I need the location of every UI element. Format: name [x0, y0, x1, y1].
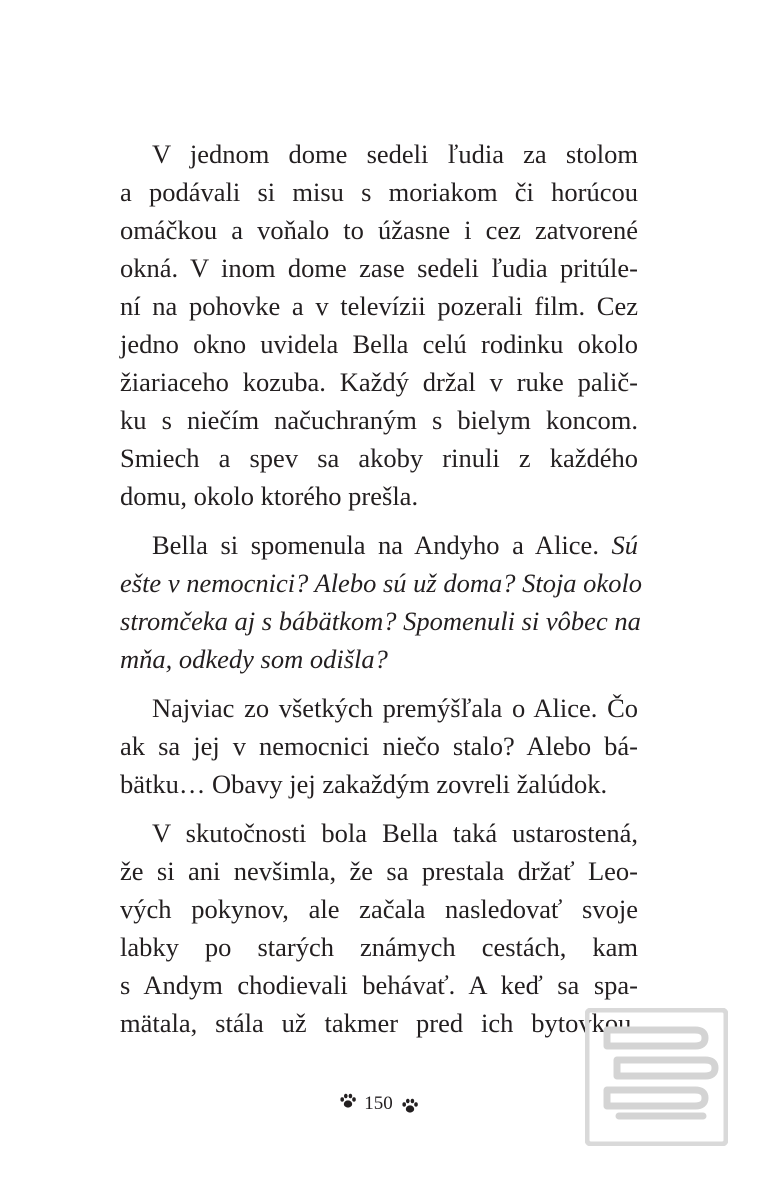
text-line-content: omáčkou a voňalo to úžasne i cez zatvorené — [120, 215, 638, 245]
text-line — [120, 249, 638, 287]
text-line-content: ku s niečím načuchraným s bielym koncom. — [120, 405, 638, 435]
text-line-content: ní na pohovke a v televízii pozerali film. Cez — [120, 291, 638, 321]
text-line-content: labky po starých známych cestách, kam — [120, 932, 638, 962]
text-line — [120, 135, 638, 173]
text-line-content: V skutočnosti bola Bella taká ustarostená, — [152, 818, 638, 848]
text-line-content: V jednom dome sedeli ľudia za stolom — [152, 139, 638, 169]
paw-icon — [339, 1089, 357, 1119]
text-line-content: ak sa jej v nemocnici niečo stalo? Alebo bá- — [120, 731, 638, 761]
text-line-content: s Andym chodievali behávať. A keď sa spa- — [120, 970, 638, 1000]
text-line — [120, 564, 643, 602]
text-line — [120, 173, 638, 211]
text-line — [120, 287, 638, 325]
text-line-content: jedno okno uvidela Bella celú rodinku okolo — [120, 329, 638, 359]
text-line-content: Bella si spomenula na Andyho a Alice. — [152, 530, 612, 560]
text-line-content: Smiech a spev sa akoby rinuli z každého — [120, 443, 638, 473]
text-line — [120, 852, 638, 890]
text-line-content: stromčeka aj s bábätkom? Spomenuli si vôbec na — [120, 606, 641, 636]
text-line-content: okná. V inom dome zase sedeli ľudia pritúle- — [120, 253, 638, 283]
text-line — [120, 439, 638, 477]
text-line — [120, 890, 638, 928]
body-text — [120, 135, 643, 1042]
text-line-content: že si ani nevšimla, že sa prestala držať Leo- — [120, 856, 638, 886]
text-line — [120, 814, 638, 852]
text-line-content: ešte v nemocnici? Alebo sú už doma? Stoja okolo — [120, 568, 643, 598]
paw-icon — [401, 1089, 419, 1119]
text-line-italic: Sú — [611, 530, 638, 560]
stacked-books-icon — [585, 1008, 728, 1146]
text-line — [120, 325, 638, 363]
text-line — [120, 640, 638, 678]
text-line-content: mňa, odkedy som odišla? — [120, 644, 388, 674]
text-line — [120, 211, 638, 249]
text-line — [120, 928, 638, 966]
text-line — [120, 526, 638, 564]
text-line — [120, 477, 638, 515]
text-line — [120, 363, 638, 401]
text-line — [120, 765, 638, 803]
text-line — [120, 727, 638, 765]
text-line-content: Najviac zo všetkých premýšľala o Alice. Čo — [152, 693, 638, 723]
text-line — [120, 1004, 638, 1042]
text-line-content: domu, okolo ktorého prešla. — [120, 481, 419, 511]
text-line — [120, 966, 638, 1004]
text-line — [120, 602, 641, 640]
text-line — [120, 401, 638, 439]
text-line-content: vých pokynov, ale začala nasledovať svoje — [120, 894, 638, 924]
text-line — [120, 689, 638, 727]
text-line-content: bätku… Obavy jej zakaždým zovreli žalúdok. — [120, 769, 608, 799]
text-line-content: a podávali si misu s moriakom či horúcou — [120, 177, 638, 207]
page-number: 150 — [364, 1092, 393, 1114]
text-line-content: mätala, stála už takmer pred ich bytovkou. — [120, 1008, 638, 1038]
text-line-content: žiariaceho kozuba. Každý držal v ruke palič- — [120, 367, 638, 397]
